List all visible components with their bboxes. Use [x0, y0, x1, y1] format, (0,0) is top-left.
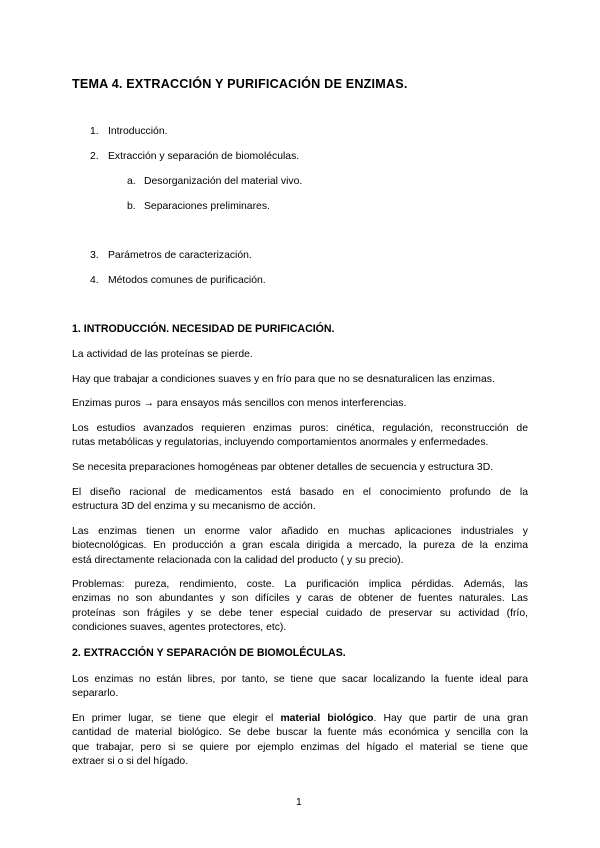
bold-term: material biológico: [280, 713, 374, 724]
paragraph-line: extraer si o si del hígado.: [72, 756, 189, 768]
toc-item-label: Extracción y separación de biomoléculas.: [108, 151, 300, 162]
document-title: TEMA 4. EXTRACCIÓN Y PURIFICACIÓN DE ENZIMAS.: [72, 77, 408, 91]
toc-item-label: Desorganización del material vivo.: [144, 176, 303, 187]
text-run: . Hay que partir de una gran: [373, 713, 528, 724]
toc-item-number: 4.: [90, 275, 99, 286]
toc-item: [90, 151, 299, 162]
paragraph: [72, 578, 528, 636]
paragraph-line: condiciones suaves, agentes protectores, etc).: [72, 622, 287, 634]
toc-subitem: [127, 176, 302, 187]
paragraph-line: Los enzimas no están libres, por tanto, se tiene que sacar localizando la fuente ideal para: [72, 674, 528, 685]
paragraph-line: Los estudios avanzados requieren enzimas puros: cinética, regulación, reconstrucción de: [72, 423, 528, 434]
paragraph-line: está directamente relacionada con la calidad del producto ( y su precio).: [72, 554, 404, 566]
paragraph-line: que trabajar, pero si se quiere por ejemplo enzimas del hígado el material se tiene que: [72, 741, 528, 753]
paragraph-line: estructura 3D del enzima y su mecanismo de acción.: [72, 501, 316, 513]
paragraph-line: [72, 712, 528, 726]
paragraph: [72, 673, 528, 702]
paragraph-line: proteínas son frágiles y se debe tener especial cuidado de preservar su actividad (frío,: [72, 607, 528, 619]
paragraph: [72, 422, 528, 451]
paragraph-line: Las enzimas tienen un enorme valor añadido en muchas aplicaciones industriales y: [72, 526, 528, 537]
toc-item-number: 2.: [90, 151, 99, 162]
toc-item: [90, 250, 252, 261]
paragraph: Se necesita preparaciones homogéneas par obtener detalles de secuencia y estructura 3D.: [72, 462, 494, 473]
toc-item-number: 1.: [90, 126, 99, 137]
page-number: 1: [296, 797, 302, 808]
paragraph-line: rutas metabólicas y regulatorias, incluyendo comportamientos anormales y enfermedades.: [72, 437, 489, 449]
toc-item: [90, 126, 168, 137]
paragraph-line: separarlo.: [72, 688, 119, 700]
paragraph: [72, 712, 528, 770]
text-run: En primer lugar, se tiene que elegir el: [72, 713, 281, 724]
paragraph-line: El diseño racional de medicamentos está basado en el conocimiento profundo de la: [72, 487, 528, 498]
paragraph-line: Problemas: pureza, rendimiento, coste. La purificación implica pérdidas. Además, las: [72, 579, 528, 590]
toc-item-label: Métodos comunes de purificación.: [108, 275, 266, 286]
paragraph: La actividad de las proteínas se pierde.: [72, 349, 253, 360]
paragraph-line: cantidad de material biológico. Se debe buscar la fuente más económica y sencilla con la: [72, 727, 528, 739]
paragraph: [72, 486, 528, 515]
paragraph: [72, 525, 528, 568]
toc-subitem: [127, 201, 270, 212]
paragraph: Enzimas puros → para ensayos más sencillos con menos interferencias.: [72, 398, 407, 409]
toc-item-number: a.: [127, 176, 136, 187]
toc-item-number: b.: [127, 201, 136, 212]
section-heading: 2. EXTRACCIÓN Y SEPARACIÓN DE BIOMOLÉCULAS.: [72, 647, 346, 659]
toc-item-label: Separaciones preliminares.: [144, 201, 270, 212]
section-heading: 1. INTRODUCCIÓN. NECESIDAD DE PURIFICACIÓN.: [72, 323, 335, 335]
paragraph: Hay que trabajar a condiciones suaves y en frío para que no se desnaturalicen las enzimas.: [72, 374, 495, 385]
toc-item-label: Parámetros de caracterización.: [108, 250, 252, 261]
paragraph-line: enzimas no son abundantes y son difíciles y caras de obtener de fuentes naturales. Las: [72, 593, 528, 605]
paragraph-line: biotecnológicas. En producción a gran escala dirigida a mercado, la pureza de la enzima: [72, 540, 528, 552]
toc-item-number: 3.: [90, 250, 99, 261]
toc-item: [90, 275, 266, 286]
toc-item-label: Introducción.: [108, 126, 168, 137]
